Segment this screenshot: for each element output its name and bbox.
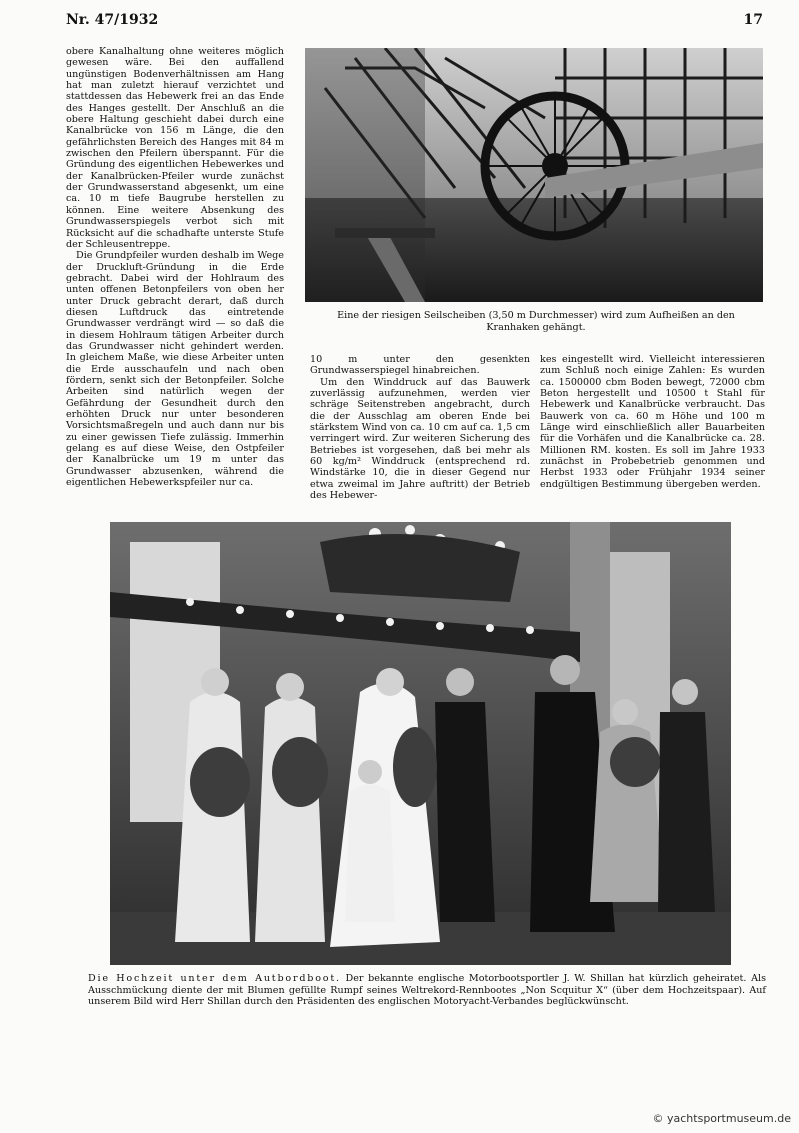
construction-site-image xyxy=(305,48,763,302)
left-text-column xyxy=(66,46,284,488)
wedding-photo xyxy=(110,522,731,965)
wedding-photo-caption xyxy=(88,973,766,1008)
right-text-column xyxy=(540,354,765,490)
wedding-party-image xyxy=(110,522,731,965)
caption-text: Der bekannte englische Motorbootsportler J. W. Shillan hat kürzlich geheiratet. Als Ausschmückung diente der mit Blumen gefüllte Rumpf seines Weltrekord-Rennbootes „Non Scquitur X“ (über dem Hochzeitspaar). Auf unserem Bild wird Herr Shillan durch den Präsidenten des englischen Motoryacht-Verbandes beglückwünscht. xyxy=(88,973,766,1007)
crane-wheel-photo xyxy=(305,48,763,302)
paragraph: 10 m unter den gesenkten Grundwasserspiegel hinabreichen. xyxy=(310,354,530,377)
page-number: 17 xyxy=(743,12,763,28)
middle-text-column xyxy=(310,354,530,501)
paragraph: Die Grundpfeiler wurden deshalb im Wege der Druckluft-Gründung in die Erde gebracht. Dabei wird der Hohlraum des unten offenen Betonpfeilers von oben her unter Druck gebracht derart, daß durch diesen Luftdruck das eintretende Grundwasser verdrängt wird — so daß die in diesem Hohlraum tätigen Arbeiter durch das Grundwasser nicht gehindert werden. In gleichem Maße, wie diese Arbeiter unten die Erde ausschaufeln und nach oben fördern, senkt sich der Betonpfeiler. Solche Arbeiten sind natürlich wegen der Gefährdung der Gesundheit durch den erhöhten Druck nur unter besonderen Vorsichtsmaßregeln und auch dann nur bis zu einer gewissen Tiefe zulässig. Immerhin gelang es auf diese Weise, den Ostpfeiler der Kanalbrücke um 19 m unter das Grundwasser abzusenken, während die eigentlichen Hebewerkspfeiler nur ca. xyxy=(66,250,284,489)
paragraph: kes eingestellt wird. Vielleicht interessieren zum Schluß noch einige Zahlen: Es wurden ca. 1500000 cbm Boden bewegt, 72000 cbm Beton hergestellt und 10500 t Stahl für Hebewerk und Kanalbrücke verbraucht. Das Bauwerk von ca. 60 m Höhe und 100 m Länge wird einschließlich aller Bauarbeiten für die Vorhäfen und die Kanalbrücke ca. 28. Millionen RM. kosten. Es soll im Jahre 1933 zunächst in Probebetrieb genommen und Herbst 1933 oder Frühjahr 1934 seiner endgültigen Bestimmung übergeben werden. xyxy=(540,354,765,490)
paragraph: Um den Winddruck auf das Bauwerk zuverlässig aufzunehmen, werden vier schräge Seitenstreben angebracht, durch die der Ausschlag am oberen Ende bei stärkstem Wind von ca. 10 cm auf ca. 1,5 cm verringert wird. Zur weiteren Sicherung des Betriebes ist vorgesehen, daß bei mehr als 60 kg/m² Winddruck (entsprechend rd. Windstärke 10, die in dieser Gegend nur etwa zweimal im Jahre auftritt) der Betrieb des Hebewer- xyxy=(310,376,530,502)
caption-title: Die Hochzeit unter dem Autbordboot. xyxy=(88,973,341,984)
top-photo-caption: Eine der riesigen Seilscheiben (3,50 m Durchmesser) wird zum Aufheißen an den Kranhaken gehängt. xyxy=(337,310,735,333)
paragraph: obere Kanalhaltung ohne weiteres möglich gewesen wäre. Bei den auffallend ungünstigen Bodenverhältnissen am Hang hat man zuletzt hierauf verzichtet und stattdessen das Hebewerk frei an das Ende des Hanges gestellt. Der Anschluß an die obere Haltung geschieht dabei durch eine Kanalbrücke von 156 m Länge, die den gefährlichsten Bereich des Hanges mit 84 m zwischen den Pfeilern überspannt. Für die Gründung des eigentlichen Hebewerkes und der Kanalbrücken-Pfeiler wurde zunächst der Grundwasserstand abgesenkt, um eine ca. 10 m tiefe Baugrube herstellen zu können. Eine weitere Absenkung des Grundwasserspiegels verbot sich mit Rücksicht auf die schadhafte unterste Stufe der Schleusentreppe. xyxy=(66,46,284,250)
watermark-text: © yachtsportmuseum.de xyxy=(652,1112,791,1125)
issue-number: Nr. 47/1932 xyxy=(66,12,159,28)
